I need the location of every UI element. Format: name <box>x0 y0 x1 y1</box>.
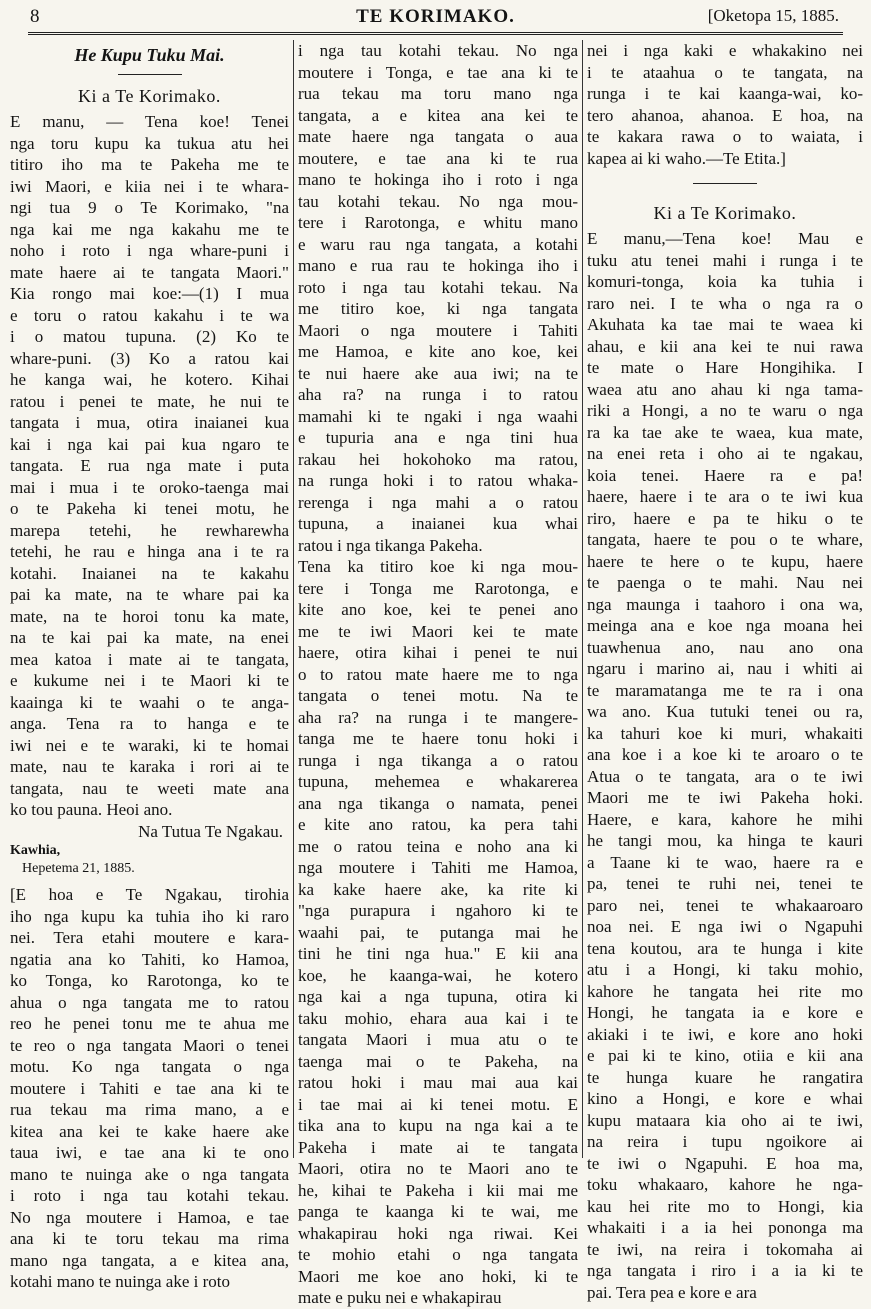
text-line: noho i roto i nga whare-puni i <box>10 241 289 260</box>
text-line: moutere i Tonga, e tae ana ki te <box>298 62 578 82</box>
text-line: mamahi ki te ngaki i nga waahi <box>298 406 578 426</box>
text-line: mano te nuinga ake o nga tangata <box>10 1164 289 1184</box>
text-line: ratou hoki i mau mai aua kai <box>298 1073 578 1092</box>
text-line: No nga moutere i Hamoa, e tae <box>10 1207 289 1227</box>
text-line: panga te kaanga ki te wai, me <box>298 1202 578 1221</box>
text-line: na reira i tupu ngoikore ai <box>587 1132 863 1151</box>
text-line: nei. Tera etahi moutere e kara- <box>10 928 289 947</box>
column-divider <box>582 40 583 1158</box>
text-line: e toru o ratou kakahu i te wa <box>10 305 289 325</box>
text-line: e pai ki te kino, otiia e kii ana <box>587 1046 863 1065</box>
text-line: tena koutou, ara te hunga i kite <box>587 938 863 958</box>
text-line: tangata, nau te weeti mate ana <box>10 778 289 798</box>
column-divider <box>293 40 294 1158</box>
text-line: nga maunga i taahoro i ona wa, <box>587 594 863 614</box>
text-line: nga toru kupu ka tukua atu hei <box>10 133 289 153</box>
text-line: Maori o nga moutere i Tahiti <box>298 320 578 340</box>
text-line: tere i Rarotonga, e whitu mano <box>298 213 578 232</box>
text-line: ka tahuri koe ki muri, whakaiti <box>587 723 863 743</box>
text-line: akiaki i te iwi, e kore ano hoki <box>587 1024 863 1044</box>
letter-body <box>10 111 289 821</box>
text-line: aha ra? na runga i to ratou <box>298 385 578 404</box>
text-line: te hunga kuare he rangatira <box>587 1067 863 1087</box>
text-line: mate haere ai te tangata Maori." <box>10 262 289 282</box>
text-line: taenga mai o te Pakeha, na <box>298 1051 578 1071</box>
page-header <box>0 0 871 34</box>
text-line: a Taane ki te wao, haere ra e <box>587 852 863 872</box>
text-line: Tena ka titiro koe ki nga mou- <box>298 557 578 576</box>
text-line: i te ataahua o te tangata, na <box>587 62 863 82</box>
text-line: i nga tau kotahi tekau. No nga <box>298 41 578 60</box>
text-line: na enei reta i oho ai te ngakau, <box>587 444 863 463</box>
text-line: ko Tonga, ko Rarotonga, ko te <box>10 971 289 990</box>
text-line: ngaru i marino ai, nau i whiti ai <box>587 659 863 678</box>
text-line: haere, haere i te ara o te iwi kua <box>587 487 863 506</box>
text-line: mate e puku nei e whakapirau <box>298 1288 502 1307</box>
text-line: atu i a Hongi, ki taku mohio, <box>587 960 863 979</box>
text-line: rua tekau ma rima mano, a e <box>10 1100 289 1119</box>
text-line: tika ana to kupu na nga kai a te <box>298 1116 578 1135</box>
letter-addressee: Ki a Te Korimako. <box>78 86 221 106</box>
text-line: na te kai pai ka mate, na enei <box>10 628 289 647</box>
text-line: meinga ana e koe nga moana hei <box>587 616 863 635</box>
letter-body <box>587 228 863 1303</box>
text-line: anga. Tena ra to hanga e te <box>10 714 289 733</box>
text-line: tau kotahi tekau. No nga mou- <box>298 191 578 211</box>
text-line: waea atu ano ahau ki nga tama- <box>587 379 863 399</box>
text-line: wa ano. Kua tutuki tenei ou ra, <box>587 702 863 721</box>
text-line: kai i nga kai pai kua ngaro te <box>10 434 289 454</box>
text-line: runga i nga tikanga a o ratou <box>298 750 578 770</box>
text-line: he kanga wai, he kotero. Kihai <box>10 370 289 389</box>
text-line: tangata Maori i mua atu o te <box>298 1030 578 1049</box>
text-line: i o matou tupuna. (2) Ko te <box>10 327 289 346</box>
text-line: tangata, haere te pou o te whare, <box>587 530 863 549</box>
column-1 <box>10 40 289 1291</box>
text-line: tanga me te haere tonu hoki i <box>298 729 578 748</box>
text-line: nga kai me nga kakahu me te <box>10 219 289 239</box>
text-line: te paenga o te mahi. Nau nei <box>587 573 863 592</box>
text-line: riki a Hongi, a no te waru o nga <box>587 401 863 420</box>
column-2 <box>298 40 578 1307</box>
text-line: e kukume nei i te Maori ki te <box>10 671 289 690</box>
text-line: whare-puni. (3) Ko a ratou kai <box>10 348 289 368</box>
text-line: te kakara rawa o to waiata, i <box>587 127 863 146</box>
text-line: ko tou pauna. Heoi ano. <box>10 800 173 819</box>
letter-place: Kawhia, <box>10 843 61 858</box>
text-line: te mate o Hare Hongihika. I <box>587 358 863 377</box>
column-3 <box>587 40 863 1302</box>
text-line: tangata, a e kitea ana kei te <box>298 105 578 125</box>
text-line: iho nga kupu ka tuhia iho ki raro <box>10 906 289 926</box>
text-line: ngi tua 9 o Te Korimako, "na <box>10 198 289 217</box>
text-line: ratou i nga tikanga Pakeha. <box>298 535 483 555</box>
text-line: rua tekau ma toru mano nga <box>298 84 578 103</box>
text-line: E manu, — Tena koe! Tenei <box>10 112 289 131</box>
letter-addressee: Ki a Te Korimako. <box>653 203 797 223</box>
text-line: tuku atu tenei mahi i runga i te <box>587 250 863 270</box>
text-line: [E hoa e Te Ngakau, tirohia <box>10 885 289 904</box>
text-line: roto i nga tau kotahi tekau. Na <box>298 277 578 297</box>
text-line: pai. Tera pea e kore e ara <box>587 1282 757 1302</box>
text-line: mano e rua rau te hokinga iho i <box>298 256 578 275</box>
section-rule <box>693 183 757 184</box>
text-line: Maori, otira no te Maori ano te <box>298 1159 578 1178</box>
text-line: Haere, e kara, kahore he mihi <box>587 809 863 829</box>
text-line: tuawhenua ano, nau ano ona <box>587 637 863 657</box>
text-line: noa nei. E nga iwi o Ngapuhi <box>587 917 863 936</box>
text-line: Maori me koe ano hoki, ki te <box>298 1266 578 1286</box>
text-line: me Hamoa, e kite ano koe, kei <box>298 342 578 361</box>
text-line: marepa tetehi, he rewharewha <box>10 520 289 540</box>
text-line: i tae mai ai ki tenei motu. E <box>298 1094 578 1114</box>
article-heading: He Kupu Tuku Mai. <box>74 45 225 65</box>
text-line: Pakeha i mate ai te tangata <box>298 1137 578 1157</box>
text-line: tupuna, a inaianei kua whai <box>298 514 578 533</box>
text-line: waahi pai, te putanga mai he <box>298 922 578 942</box>
text-line: te nui haere ake aua iwi; na te <box>298 363 578 383</box>
text-line: kahore he tangata hei rite mo <box>587 981 863 1001</box>
text-line: tangata. E rua nga mate i puta <box>10 456 289 475</box>
text-line: motu. Ko nga tangata o nga <box>10 1057 289 1076</box>
text-line: ratou i penei te mate, he nui te <box>10 391 289 411</box>
page-number: 8 <box>30 6 40 27</box>
text-line: kitea ana kei te kake haere ake <box>10 1121 289 1141</box>
text-line: E manu,—Tena koe! Mau e <box>587 229 863 248</box>
text-line: raro nei. I te wha o nga ra o <box>587 293 863 313</box>
text-line: moutere i Tahiti e tae ana ki te <box>10 1078 289 1098</box>
text-line: kaainga ki te waahi o te anga- <box>10 692 289 712</box>
text-line: taua iwi, e tae ana ki te ono <box>10 1143 289 1162</box>
text-line: me titiro koe, ki nga tangata <box>298 299 578 318</box>
text-line: Maori me te iwi Pakeha hoki. <box>587 788 863 807</box>
text-line: me o ratou teina e noho ana ki <box>298 836 578 856</box>
text-line: kite ano koe, kei te penei ano <box>298 600 578 619</box>
text-line: kupu mataara kia oho ai te iwi, <box>587 1110 863 1130</box>
letter-date: Hepetema 21, 1885. <box>22 861 135 876</box>
text-line: na runga hoki i to ratou whaka- <box>298 471 578 490</box>
letter-signature: Na Tutua Te Ngakau. <box>138 821 283 841</box>
text-line: o te Pakeha ki tenei motu, he <box>10 499 289 518</box>
text-line: komuri-tonga, koia ka tuhia i <box>587 272 863 291</box>
text-line: mano nga tangata, a e kitea ana, <box>10 1250 289 1270</box>
text-line: ana koe i a koe ki te aroaro o te <box>587 745 863 764</box>
text-line: ra ka tae ake te waea, kua mate, <box>587 422 863 442</box>
text-line: runga i te kai kaanga-wai, ko- <box>587 84 863 103</box>
text-line: haere, otira kihai i penei te nui <box>298 643 578 662</box>
text-line: mate, nau te karaka i rori ai te <box>10 757 289 776</box>
text-line: mate haere nga tangata o aua <box>298 127 578 146</box>
text-line: i roto i nga tau kotahi tekau. <box>10 1186 289 1205</box>
text-line: mate, na te horoi tonu ka mate, <box>10 606 289 626</box>
editor-reply-continued <box>298 40 578 1309</box>
text-line: tini he tini nga hua." E kii ana <box>298 944 578 963</box>
text-line: kino a Hongi, e kore e whai <box>587 1089 863 1108</box>
text-line: tangata i mua, otira inaianei kua <box>10 413 289 432</box>
text-line: kapea ai ki waho.—Te Etita.] <box>587 148 786 168</box>
text-line: mano te hokinga iho i roto i nga <box>298 170 578 189</box>
text-line: reo he penei tonu me te ahua me <box>10 1014 289 1033</box>
text-line: te mohio etahi o nga tangata <box>298 1245 578 1264</box>
text-line: whakapirau hoki nga riwai. Kei <box>298 1223 578 1243</box>
text-line: Hongi, he tangata ia e kore e <box>587 1003 863 1022</box>
text-line: he tangi mou, ka hinga te kauri <box>587 831 863 850</box>
editor-reply-end <box>587 40 863 169</box>
text-line: iwi nei e te waraki, ki te homai <box>10 735 289 755</box>
text-line: te iwi, na reira i tokomaha ai <box>587 1239 863 1259</box>
text-line: pa, tenei te ruhi nei, tenei te <box>587 874 863 893</box>
text-line: he, kihai te Pakeha i kii mai me <box>298 1180 578 1200</box>
text-line: tere i Tonga me Rarotonga, e <box>298 578 578 598</box>
section-rule <box>118 74 182 75</box>
text-line: toku whakaaro, kahore he nga- <box>587 1175 863 1194</box>
issue-date: [Oketopa 15, 1885. <box>707 6 839 25</box>
text-line: te maramatanga me te ra i ona <box>587 680 863 700</box>
text-line: e kite ano ratou, ka pera tahi <box>298 815 578 834</box>
text-line: tero ahanoa, ahanoa. E hoa, na <box>587 105 863 125</box>
text-line: kotahi. Inaianei na te kakahu <box>10 563 289 583</box>
text-line: paro nei, tenei te whakaaroaro <box>587 895 863 915</box>
text-line: ngatia ana ko Tahiti, ko Hamoa, <box>10 949 289 969</box>
text-line: koia tenei. Haere ra e pa! <box>587 465 863 485</box>
text-line: nga kai a nga tupuna, otira ki <box>298 987 578 1006</box>
text-line: ka kake haere ake, ka rite ki <box>298 879 578 899</box>
text-line: kotahi mano te nuinga ake i roto <box>10 1272 230 1291</box>
text-line: taku mohio, ehara aua kai i te <box>298 1008 578 1028</box>
text-line: o to ratou mate haere me to nga <box>298 664 578 684</box>
text-line: rakau hei hokohoko ma ratou, <box>298 449 578 469</box>
text-line: iwi Maori, e kiia nei i te whara- <box>10 176 289 196</box>
text-line: e tupuria ana e nga tini hua <box>298 428 578 447</box>
text-line: kau hei rite mo to Hongi, kia <box>587 1196 863 1216</box>
text-line: tetehi, he rau e hinga ana i te ra <box>10 542 289 561</box>
text-line: haere te here o te kupu, haere <box>587 551 863 571</box>
text-line: "nga purapura i ngahoro ki te <box>298 901 578 920</box>
text-line: mai i mua i te oroko-taenga mai <box>10 477 289 497</box>
text-line: Kia rongo mai koe:—(1) I mua <box>10 284 289 303</box>
text-line: nei i nga kaki e whakakino nei <box>587 41 863 60</box>
editor-reply <box>10 884 289 1293</box>
text-line: aha ra? na runga i te mangere- <box>298 707 578 727</box>
text-line: Atua o te tangata, ara o te iwi <box>587 766 863 786</box>
text-line: whakaiti i a ia hei pononga ma <box>587 1218 863 1237</box>
text-line: me te iwi Maori kei te mate <box>298 621 578 641</box>
text-line: rerenga i nga mahi a o ratou <box>298 492 578 512</box>
text-line: ahau, e kii ana kei te nui rawa <box>587 336 863 356</box>
text-line: moutere, e tae ana ki te rua <box>298 148 578 168</box>
text-line: tupuna, mehemea e whakarerea <box>298 772 578 791</box>
text-line: riro, haere e pa te hiku o te <box>587 508 863 528</box>
text-line: nga moutere i Tahiti me Hamoa, <box>298 858 578 877</box>
header-rule <box>28 32 843 35</box>
text-line: e waru rau nga tangata, a kotahi <box>298 234 578 254</box>
text-line: pai ka mate, na te whare pai ka <box>10 585 289 604</box>
text-line: koe, he kaanga-wai, he kotero <box>298 965 578 985</box>
newspaper-title: TE KORIMAKO. <box>356 6 515 27</box>
text-line: te iwi o Ngapuhi. E hoa ma, <box>587 1153 863 1173</box>
text-line: ahua o nga tangata me to ratou <box>10 992 289 1012</box>
text-line: nga tangata i riro i a ia ki te <box>587 1261 863 1280</box>
text-line: tangata o tenei motu. Na te <box>298 686 578 705</box>
text-line: titiro iho ma te Pakeha me te <box>10 155 289 174</box>
text-line: te reo o nga tangata Maori o tenei <box>10 1035 289 1055</box>
text-line: mea katoa i mate ai te tangata, <box>10 649 289 669</box>
text-line: Akuhata ka tae mai te waea ki <box>587 315 863 334</box>
text-line: ana ki te toru tekau ma rima <box>10 1229 289 1248</box>
text-line: ana nga tikanga o namata, penei <box>298 793 578 813</box>
